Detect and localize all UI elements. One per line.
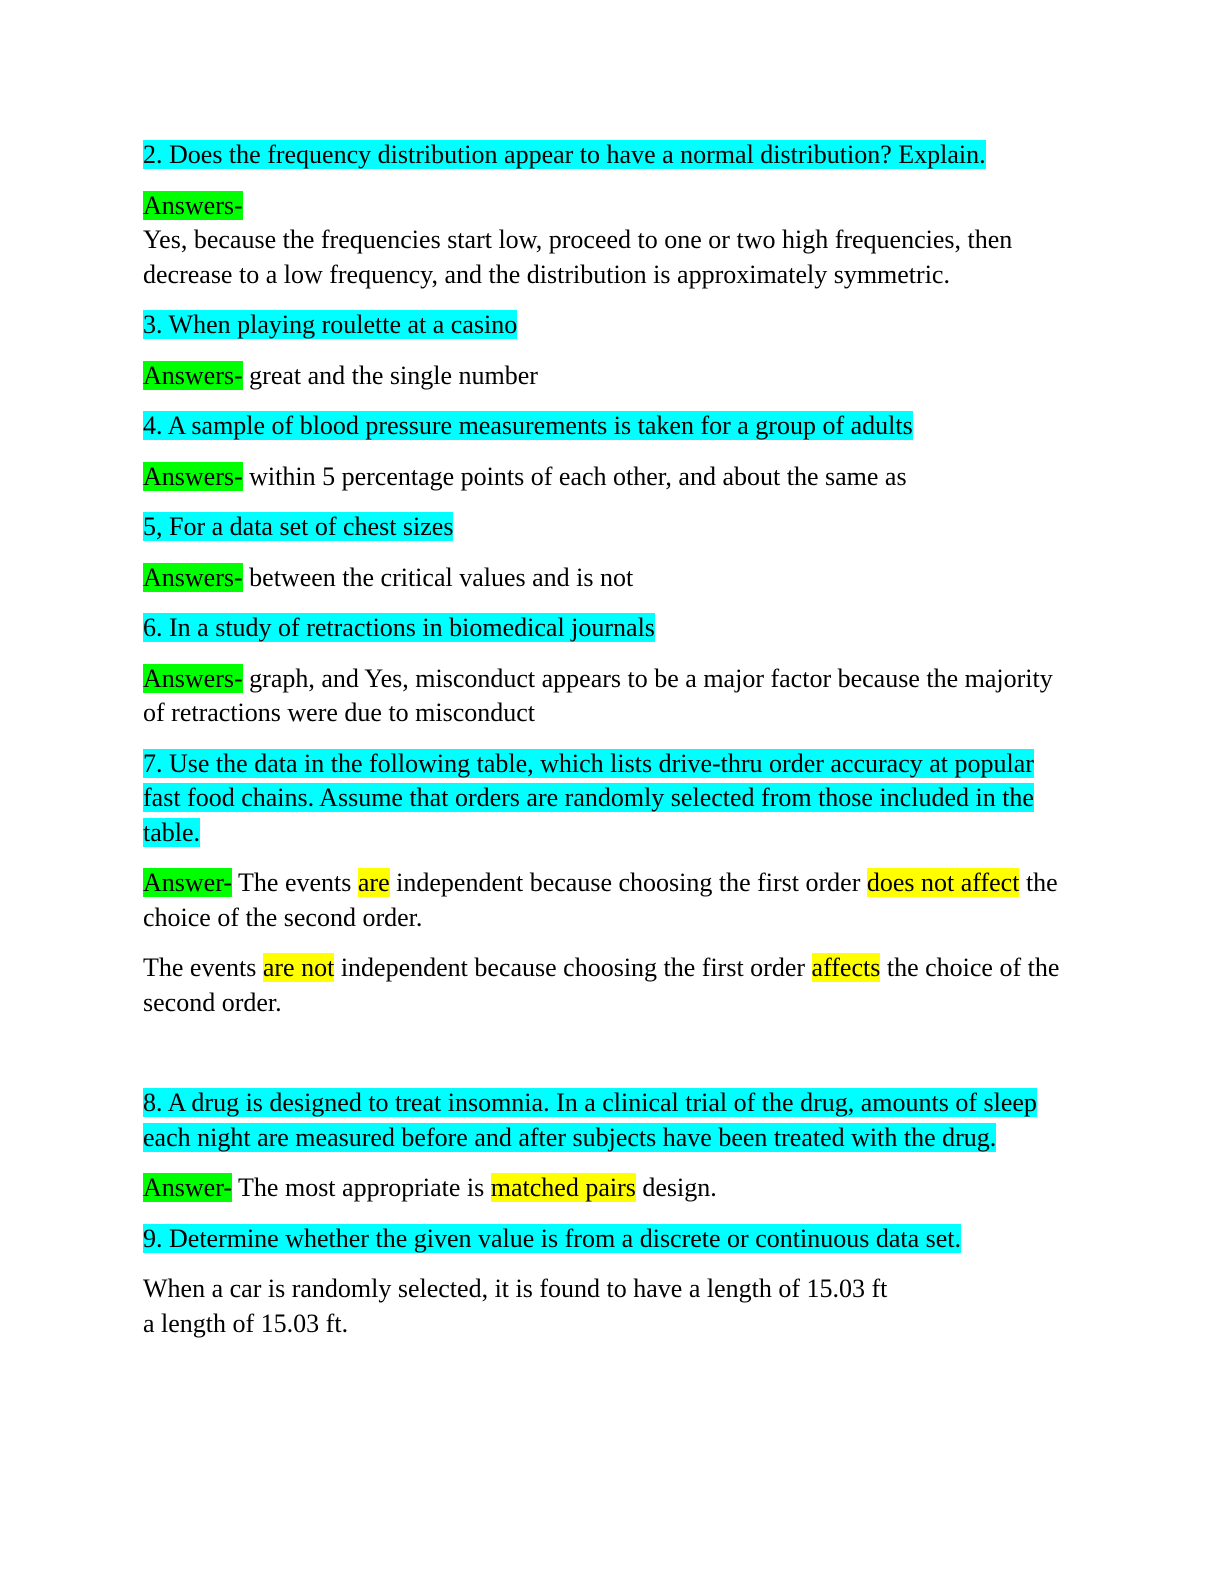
question-4-text: 4. A sample of blood pressure measurements is taken for a group of adults [143, 411, 913, 440]
question-4 [143, 409, 1073, 444]
answer-text: design. [635, 1173, 717, 1202]
key-term: are not [262, 953, 335, 982]
answer-text: the choice of the second order. [143, 868, 1058, 932]
answer-label: Answer- [143, 1173, 233, 1202]
question-6 [143, 611, 1073, 646]
answer-label: Answers- [143, 360, 243, 390]
key-term: affects [811, 953, 881, 982]
document-page [143, 138, 1073, 1357]
key-term: matched pairs [490, 1173, 636, 1202]
question-2 [143, 138, 1073, 173]
question-3 [143, 308, 1073, 343]
answer-text: great and the single number [242, 360, 538, 390]
question-5-text: 5, For a data set of chest sizes [143, 512, 454, 541]
answer-text: between the critical values and is not [242, 562, 634, 592]
answer-label: Answers- [143, 190, 243, 220]
spacer [143, 1036, 1073, 1086]
question-2-text: 2. Does the frequency distribution appear to have a normal distribution? Explain. [143, 140, 986, 169]
answer-label: Answers- [143, 562, 243, 592]
answer-4 [143, 460, 1073, 495]
answer-3 [143, 359, 1073, 394]
answer-text: The events [232, 868, 358, 897]
answer-text: The most appropriate is [232, 1173, 491, 1202]
answer-label: Answers- [143, 663, 243, 693]
answer-8 [143, 1171, 1073, 1206]
answer-text: the choice of the second order. [143, 953, 1060, 1017]
answer-text: independent because choosing the first order [334, 953, 812, 982]
answer-text: graph, and Yes, misconduct appears to be a major factor because the majority of retractions were due to misconduct [143, 663, 1053, 727]
key-term: are [357, 868, 390, 897]
question-9-text: 9. Determine whether the given value is from a discrete or continuous data set. [143, 1223, 962, 1253]
question-8-text: 8. A drug is designed to treat insomnia. In a clinical trial of the drug, amounts of sleep each night are measured before and after subjects have been treated with the drug. [143, 1088, 1037, 1152]
question-7-text: 7. Use the data in the following table, which lists drive-thru order accuracy at popular fast food chains. Assume that orders are randomly selected from those included in the table. [143, 748, 1034, 847]
question-8 [143, 1086, 1073, 1155]
question-3-text: 3. When playing roulette at a casino [143, 310, 518, 339]
answer-label: Answer- [143, 868, 233, 897]
question-6-text: 6. In a study of retractions in biomedical journals [143, 613, 655, 642]
answer-7-alternative [143, 951, 1073, 1020]
answer-label: Answers- [143, 461, 243, 491]
body-line: a length of 15.03 ft. [143, 1308, 349, 1338]
question-7 [143, 747, 1073, 851]
question-9-body [143, 1272, 1073, 1341]
question-5 [143, 510, 1073, 545]
answer-text: The events [143, 953, 263, 982]
answer-2 [143, 189, 1073, 293]
answer-7 [143, 866, 1073, 935]
answer-text: Yes, because the frequencies start low, proceed to one or two high frequencies, then decrease to a low frequency, and the distribution is approximately symmetric. [143, 225, 1013, 289]
answer-text: independent because choosing the first order [389, 868, 867, 897]
question-9 [143, 1222, 1073, 1257]
answer-5 [143, 561, 1073, 596]
answer-6 [143, 662, 1073, 731]
answer-text: within 5 percentage points of each other, and about the same as [242, 461, 907, 491]
body-line: When a car is randomly selected, it is found to have a length of 15.03 ft [143, 1274, 888, 1303]
key-term: does not affect [866, 868, 1020, 897]
